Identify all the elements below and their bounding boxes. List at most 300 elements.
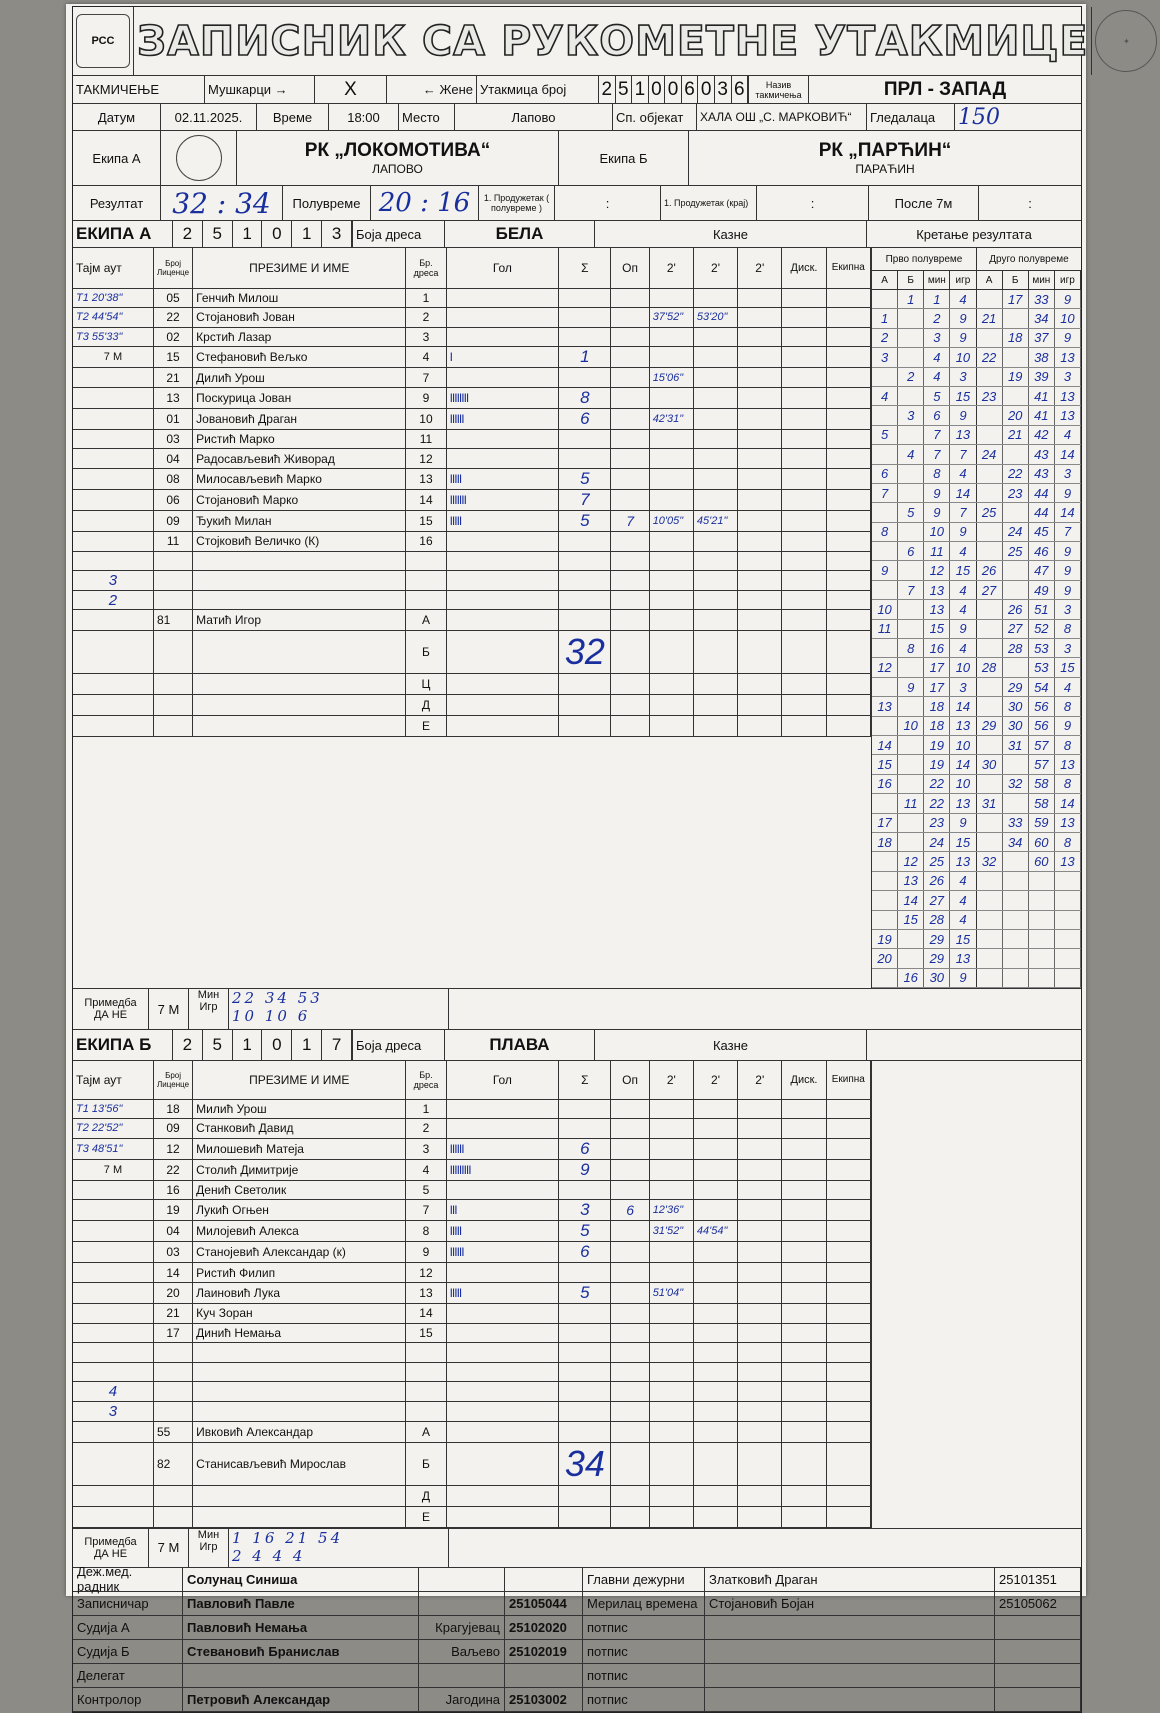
team-a-jersey-no: 10 (406, 408, 446, 429)
team-b-p2 (693, 1506, 737, 1527)
team-b-timeout-cell (73, 1362, 153, 1382)
team-a-goal (446, 716, 559, 737)
progress-cell: 39 (1029, 368, 1055, 386)
team-a-p2 (693, 695, 737, 716)
team-a-blank-cell (826, 590, 870, 610)
official-line (73, 1592, 1081, 1616)
team-a-license-no: 06 (153, 490, 192, 511)
hdr-two-2-b: 2' (693, 1061, 737, 1099)
progress-cell: 17 (1003, 290, 1029, 308)
player-row (73, 449, 871, 469)
team-b-note-label: Примедба (84, 1535, 137, 1548)
team-b-blank-cell (611, 1401, 649, 1421)
team-b-license-no: 09 (153, 1119, 192, 1139)
team-b-official-total (559, 1421, 611, 1442)
team-b-jersey-no (406, 1343, 446, 1363)
team-b-goal-tally: III (446, 1200, 559, 1221)
team-b-license-no: 12 (153, 1138, 192, 1159)
official-row (73, 716, 871, 737)
progress-cell (1003, 930, 1029, 948)
progress-cell: 8 (924, 465, 950, 483)
official-role: Деж.мед. радник (73, 1568, 183, 1591)
team-b-disq (782, 1362, 826, 1382)
progress-cell: 4 (950, 290, 976, 308)
team-b-note-row (73, 1528, 1081, 1568)
team-b-blank (73, 1485, 153, 1506)
team-a-timeout-cell (73, 449, 153, 469)
team-b-license-no (153, 1362, 192, 1382)
team-b-goal (446, 1485, 559, 1506)
progress-cell (872, 639, 898, 657)
progress-cell: 43 (1029, 445, 1055, 463)
progress-cell: 15 (950, 561, 976, 579)
code-digit: 6 (732, 76, 749, 103)
competition-label: ТАКМИЧЕЊЕ (73, 76, 205, 103)
team-a-goal-sum (559, 368, 611, 388)
team-b-goal-tally (446, 1099, 559, 1119)
team-a-official-total (559, 610, 611, 631)
team-b-penalty-2 (693, 1159, 737, 1180)
team-b-warning (611, 1282, 649, 1303)
progress-cell: 31 (977, 794, 1003, 812)
team-a-goal-sum: 8 (559, 387, 611, 408)
team-a-note-label: Примедба (84, 997, 137, 1010)
team-a-penalty-3 (738, 490, 782, 511)
team-b-goal-sum (559, 1180, 611, 1200)
team-b-warning: 6 (611, 1200, 649, 1221)
team-a-jersey-no (406, 551, 446, 571)
team-a-p1 (649, 674, 693, 695)
progress-cell (872, 872, 898, 890)
progress-cell: 9 (1055, 329, 1081, 347)
team-a-logo (161, 131, 237, 185)
team-b-official-code: Б (406, 1442, 446, 1485)
team-a-blank-cell (559, 590, 611, 610)
hdr-exp: Екипна (826, 248, 870, 288)
team-b-license-no: 14 (153, 1263, 192, 1283)
progress-cell (1003, 969, 1029, 987)
team-b-blank-cell (559, 1382, 611, 1402)
team-a-seven-m-hw: 3 (73, 571, 153, 591)
team-b-blank-cell (406, 1401, 446, 1421)
team-b-7m-min: 1 16 21 54 (232, 1528, 344, 1547)
competition-name-label: Назив такмичења (749, 76, 809, 103)
team-a-warning (611, 387, 649, 408)
team-a-timeout-cell: T1 20'38" (73, 288, 153, 308)
team-a-blank-cell (782, 571, 826, 591)
progress-cell: 13 (950, 426, 976, 444)
team-a-penalty-3 (738, 308, 782, 328)
team-a-player-name: Генчић Милош (193, 288, 406, 308)
progress-cell: 14 (1055, 503, 1081, 521)
progress-cell: 18 (1003, 329, 1029, 347)
progress-cell: 13 (1055, 852, 1081, 870)
progress-cell: 2 (924, 309, 950, 327)
team-a-player-name: Ђукић Милан (193, 511, 406, 532)
hdr-jersey: Бр. дреса (406, 248, 446, 288)
team-b-jersey-no: 15 (406, 1323, 446, 1343)
team-a-penalty-2 (693, 469, 737, 490)
team-a-player-name: Радосављевић Живорад (193, 449, 406, 469)
team-a-player-name: Крстић Лазар (193, 327, 406, 347)
team-b-disq (782, 1343, 826, 1363)
code-digit: 1 (233, 1030, 263, 1060)
team-b-header-blank (867, 1030, 1081, 1060)
team-a-note-blank (449, 989, 1081, 1029)
team-a-goal-tally (446, 288, 559, 308)
progress-row (872, 678, 1081, 697)
progress-cell: 30 (1003, 717, 1029, 735)
team-b-w (611, 1485, 649, 1506)
progress-cell: 60 (1029, 852, 1055, 870)
team-b-e (826, 1506, 870, 1527)
team-b-goal-tally (446, 1303, 559, 1323)
team-b-disq (782, 1303, 826, 1323)
team-b-goal-tally: IIIIIIIII (446, 1159, 559, 1180)
team-a-team-exp (826, 408, 870, 429)
team-a-team-exp (826, 532, 870, 552)
official-code2 (995, 1640, 1081, 1663)
progress-cell (872, 911, 898, 929)
team-a-goal-sum: 5 (559, 511, 611, 532)
team-a-d (782, 674, 826, 695)
progress-cell (872, 503, 898, 521)
team-b-disq (782, 1263, 826, 1283)
team-a-penalty-1: 42'31" (649, 408, 693, 429)
team-a-p2 (693, 716, 737, 737)
progress-cell: 11 (898, 794, 924, 812)
team-b-blank-cell (782, 1401, 826, 1421)
team-a-timeout-cell: 7 M (73, 347, 153, 368)
code-digit: 0 (649, 76, 666, 103)
team-a-blank-cell (649, 590, 693, 610)
team-b-blank-cell (649, 1401, 693, 1421)
progress-cell: 18 (872, 833, 898, 851)
team-a-jersey-label: Боја дреса (353, 221, 445, 247)
team-a-penalty-2 (693, 288, 737, 308)
team-b-goal-sum (559, 1343, 611, 1363)
official-line (73, 1664, 1081, 1688)
code-digit: 3 (715, 76, 732, 103)
place-value: Лапово (455, 104, 613, 130)
progress-cell (977, 911, 1003, 929)
team-a-official-code: Б (406, 631, 446, 674)
team-a-warning (611, 532, 649, 552)
team-a-e (826, 674, 870, 695)
progress-cell (977, 290, 1003, 308)
team-b-penalty-1 (649, 1323, 693, 1343)
team-a-penalty-3 (738, 449, 782, 469)
team-a-warning (611, 449, 649, 469)
team-b-official-total (559, 1485, 611, 1506)
team-b-license-no (153, 1343, 192, 1363)
official-code: 25102020 (505, 1616, 583, 1639)
time-label: Време (257, 104, 329, 130)
progress-cell: 3 (898, 406, 924, 424)
team-b-goal (446, 1506, 559, 1527)
player-row (73, 347, 871, 368)
progress-cell (872, 406, 898, 424)
progress-cell: 22 (977, 348, 1003, 366)
code-digit: 3 (322, 221, 352, 247)
team-a-seven-label: 7 M (149, 989, 189, 1029)
team-a-min-label: Мин (197, 989, 220, 1002)
progress-row (872, 309, 1081, 328)
team-a-p3 (738, 610, 782, 631)
progress-cell: 41 (1029, 406, 1055, 424)
progress-cell: 15 (950, 930, 976, 948)
progress-cell: 4 (1055, 678, 1081, 696)
team-b-e (826, 1442, 870, 1485)
progress-row (872, 969, 1081, 988)
team-a-blank-cell (693, 571, 737, 591)
progress-cell: 5 (898, 503, 924, 521)
spectators-value: 150 (958, 104, 1000, 130)
progress-cell (898, 484, 924, 502)
team-b-player-name: Станковић Давид (193, 1119, 406, 1139)
team-a-official-code: Е (406, 716, 446, 737)
team-b-goal-sum: 5 (559, 1282, 611, 1303)
progress-cell: 53 (1029, 658, 1055, 676)
team-b-goal-sum: 6 (559, 1138, 611, 1159)
team-a-warning (611, 490, 649, 511)
team-a-warning (611, 429, 649, 449)
team-b-blank-cell (193, 1401, 406, 1421)
team-a-blank-cell (193, 571, 406, 591)
team-b-d (782, 1442, 826, 1485)
hdr-goal: Гол (446, 248, 559, 288)
player-row (73, 368, 871, 388)
progress-cell: 53 (1029, 639, 1055, 657)
team-a-blank-cell (693, 590, 737, 610)
team-a-penalty-2 (693, 327, 737, 347)
team-a-team-exp (826, 347, 870, 368)
team-a-player-name: Јовановић Драган (193, 408, 406, 429)
official-name: Павловић Немања (183, 1616, 419, 1639)
team-b-team-exp (826, 1159, 870, 1180)
team-b-license-no: 18 (153, 1099, 192, 1119)
player-row (73, 1200, 871, 1221)
progress-cell: 31 (1003, 736, 1029, 754)
player-row (73, 1303, 871, 1323)
team-b-warning (611, 1362, 649, 1382)
progress-cell (898, 736, 924, 754)
team-a-penalty-1: 10'05" (649, 511, 693, 532)
team-a-goal-tally (446, 429, 559, 449)
progress-cell: 8 (1055, 833, 1081, 851)
code-digit: 7 (322, 1030, 352, 1060)
player-row (73, 1099, 871, 1119)
team-b-city: ПАРАЋИН (855, 162, 915, 176)
progress-cell (1055, 930, 1081, 948)
team-b-penalty-3 (738, 1303, 782, 1323)
team-b-blank-cell (738, 1382, 782, 1402)
result-row (73, 186, 1081, 221)
team-a-disq (782, 387, 826, 408)
team-b-license-no: 22 (153, 1159, 192, 1180)
progress-cell (898, 620, 924, 638)
progress-cell: 59 (1029, 814, 1055, 832)
progress-cell (898, 697, 924, 715)
player-row (73, 1180, 871, 1200)
code-digit: 5 (203, 1030, 233, 1060)
progress-cell (1003, 503, 1029, 521)
progress-cell (1029, 930, 1055, 948)
team-a-goal-tally (446, 551, 559, 571)
team-a-roster (73, 248, 871, 988)
team-a-timeout-cell (73, 408, 153, 429)
progress-cell: 14 (950, 484, 976, 502)
progress-cell: 13 (898, 872, 924, 890)
progress-row (872, 426, 1081, 445)
team-a-jersey-no: 16 (406, 532, 446, 552)
team-a-warning (611, 368, 649, 388)
team-b-blank-cell (649, 1382, 693, 1402)
team-a-goal-tally: IIIII (446, 511, 559, 532)
team-b-d (782, 1506, 826, 1527)
half-label: Полувреме (283, 186, 371, 220)
progress-cell (872, 717, 898, 735)
team-a-yesno: ДА НЕ (93, 1009, 128, 1022)
team-a-w (611, 610, 649, 631)
team-a-goal-tally (446, 308, 559, 328)
progress-cell: 3 (924, 329, 950, 347)
team-b-penalty-2 (693, 1282, 737, 1303)
progress-cell: 56 (1029, 717, 1055, 735)
progress-col: Б (898, 271, 924, 289)
official-row (73, 695, 871, 716)
team-b-team-exp (826, 1180, 870, 1200)
team-a-goal (446, 631, 559, 674)
player-row (73, 1323, 871, 1343)
team-a-player-name: Стефановић Вељко (193, 347, 406, 368)
seven-m-row (73, 1401, 871, 1421)
progress-cell: 57 (1029, 755, 1055, 773)
team-b-disq (782, 1242, 826, 1263)
team-a-warning (611, 288, 649, 308)
team-a-penalty-2 (693, 429, 737, 449)
progress-cell (898, 833, 924, 851)
official-city: Ваљево (419, 1640, 505, 1663)
progress-cell: 26 (1003, 600, 1029, 618)
team-b-note-blank (449, 1529, 1081, 1567)
result-value: 32 : 34 (161, 186, 283, 220)
progress-cell: 16 (924, 639, 950, 657)
team-b-blank-cell (738, 1401, 782, 1421)
progress-cell: 22 (924, 775, 950, 793)
progress-cell: 7 (924, 445, 950, 463)
player-row (73, 469, 871, 490)
official-role: Записничар (73, 1592, 183, 1615)
team-b-p2 (693, 1442, 737, 1485)
progress-cell (1029, 911, 1055, 929)
team-a-min-gam (189, 989, 229, 1029)
progress-cell (898, 600, 924, 618)
team-a-penalty-3 (738, 387, 782, 408)
team-b-license-no: 16 (153, 1180, 192, 1200)
progress-cell: 14 (1055, 445, 1081, 463)
progress-label: Кретање резултата (916, 226, 1032, 242)
team-b-team-exp (826, 1282, 870, 1303)
progress-col: А (872, 271, 898, 289)
team-a-license-no: 15 (153, 347, 192, 368)
team-a-p2 (693, 610, 737, 631)
team-b-timeout-cell (73, 1242, 153, 1263)
team-b-goal-tally: IIIIII (446, 1242, 559, 1263)
team-b-team-exp (826, 1343, 870, 1363)
team-b-penalty-2 (693, 1138, 737, 1159)
official-name2: Златковић Драган (705, 1568, 995, 1591)
progress-cell: 7 (924, 426, 950, 444)
team-a-official-name (193, 716, 406, 737)
team-a-disq (782, 551, 826, 571)
progress-cell: 1 (872, 309, 898, 327)
team-a-penalty-3 (738, 408, 782, 429)
teams-row (73, 131, 1081, 186)
team-a-goal-sum (559, 532, 611, 552)
progress-cell: 34 (1003, 833, 1029, 851)
progress-cell: 51 (1029, 600, 1055, 618)
women-label: ← Жене (387, 76, 477, 103)
date-label: Датум (73, 104, 161, 130)
progress-cell: 27 (924, 891, 950, 909)
team-b-disq (782, 1282, 826, 1303)
seven-m-row (73, 571, 871, 591)
team-a-team-exp (826, 327, 870, 347)
progress-cell: 44 (1029, 484, 1055, 502)
ot1-end-label: 1. Продужетак (крај) (661, 186, 757, 220)
progress-cell (977, 736, 1003, 754)
team-b-warning (611, 1138, 649, 1159)
team-b-official-no (153, 1485, 192, 1506)
team-b-player-name: Денић Светолик (193, 1180, 406, 1200)
team-b-penalty-2 (693, 1323, 737, 1343)
progress-cell (1003, 755, 1029, 773)
progress-cell: 15 (950, 833, 976, 851)
team-a-jersey-no: 2 (406, 308, 446, 328)
progress-cell (1055, 911, 1081, 929)
team-b-penalty-1 (649, 1159, 693, 1180)
team-b-timeout-cell (73, 1282, 153, 1303)
federation-logo (73, 7, 134, 75)
progress-cell: 46 (1029, 542, 1055, 560)
progress-cell: 9 (1055, 717, 1081, 735)
progress-cell: 10 (950, 658, 976, 676)
team-a-disq (782, 408, 826, 429)
progress-cell: 3 (950, 368, 976, 386)
official-line (73, 1688, 1081, 1712)
progress-cell: 1 (924, 290, 950, 308)
official-row (73, 610, 871, 631)
progress-row (872, 755, 1081, 774)
team-a-blank-cell (782, 590, 826, 610)
progress-cell: 6 (924, 406, 950, 424)
team-b-7m-gam: 2 4 4 4 (232, 1546, 306, 1565)
team-b-penalty-2 (693, 1119, 737, 1139)
team-b-timeout-cell: T2 22'52" (73, 1119, 153, 1139)
team-b-team-exp (826, 1221, 870, 1242)
progress-cell: 3 (872, 348, 898, 366)
team-a-jersey-no: 14 (406, 490, 446, 511)
official-role: Контролор (73, 1688, 183, 1711)
team-b-jersey-no: 13 (406, 1282, 446, 1303)
team-b-blank-cell (406, 1382, 446, 1402)
progress-cell: 3 (1055, 368, 1081, 386)
team-b-timeout-cell: 7 M (73, 1159, 153, 1180)
team-b-warning (611, 1263, 649, 1283)
team-a-penalty-1 (649, 469, 693, 490)
progress-cell: 18 (924, 697, 950, 715)
